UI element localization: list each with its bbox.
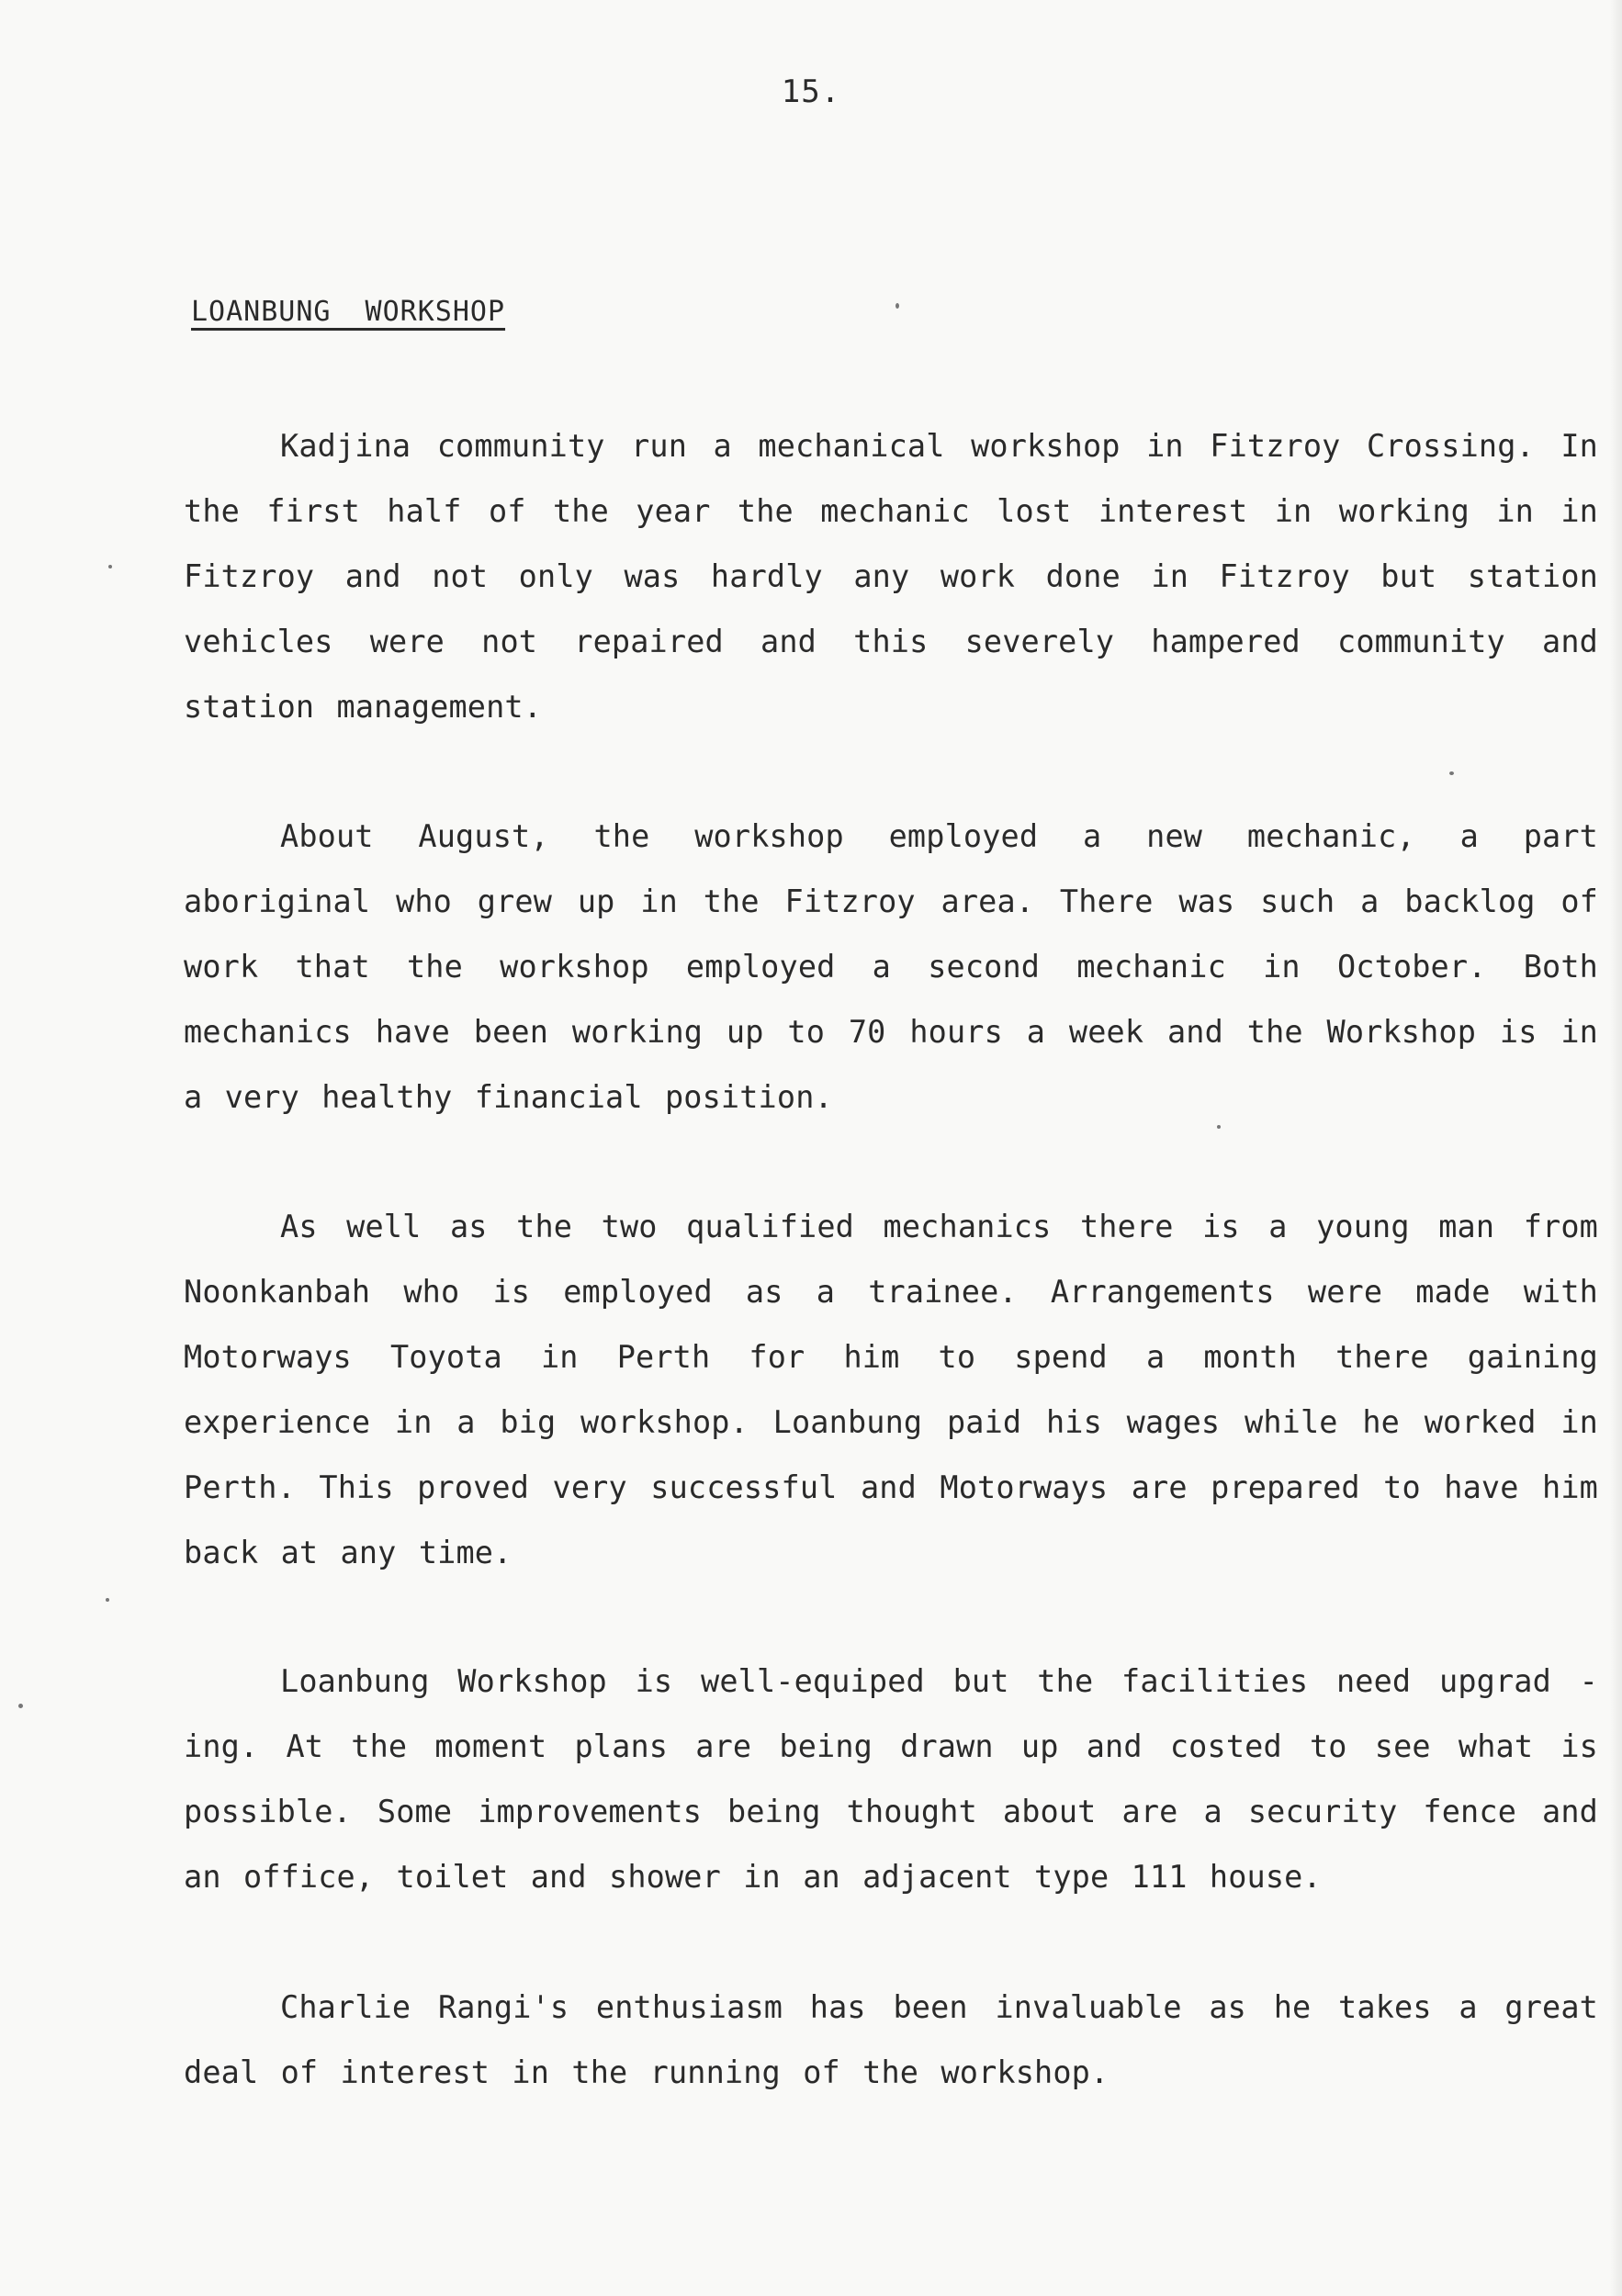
paragraph-4: Loanbung Workshop is well-equiped but the facilities need upgrad -ing. At the moment plans are being drawn up and costed to see what is possible. Some improvements being thought about are a security fence and an office, toilet and shower in an adjacent type 111 house. bbox=[184, 1663, 1598, 1895]
paragraph-5: Charlie Rangi's enthusiasm has been invaluable as he takes a great deal of interest in the running of the workshop. bbox=[184, 1989, 1598, 2090]
paper-speck bbox=[1449, 771, 1454, 775]
paragraph-1: Kadjina community run a mechanical workshop in Fitzroy Crossing. In the first half of the year the mechanic lost interest in working in in Fitzroy and not only was hardly any work done in Fitzroy but station vehicles were not repaired and this severely hampered community and station management. bbox=[184, 428, 1598, 725]
page-number: 15. bbox=[781, 73, 841, 110]
section-heading: LOANBUNG WORKSHOP bbox=[191, 296, 506, 328]
paper-speck bbox=[1217, 1125, 1221, 1129]
paragraph-2: About August, the workshop employed a new mechanic, a part aboriginal who grew up in the Fitzroy area. There was such a backlog of work that the workshop employed a second mechanic in October. Both mechanics have been working up to 70 hours a week and the Workshop is in a very healthy financial position. bbox=[184, 818, 1598, 1115]
paper-speck bbox=[895, 303, 899, 309]
paper-speck bbox=[18, 1704, 23, 1708]
paper-speck bbox=[106, 1598, 109, 1602]
page-edge-shadow bbox=[1609, 0, 1622, 2296]
paper-speck bbox=[108, 565, 112, 568]
paragraph-3: As well as the two qualified mechanics there is a young man from Noonkanbah who is employed as a trainee. Arrangements were made with Motorways Toyota in Perth for him to spend a month there gaining experience in a big workshop. Loanbung paid his wages while he worked in Perth. This proved very successful and Motorways are prepared to have him back at any time. bbox=[184, 1209, 1598, 1570]
